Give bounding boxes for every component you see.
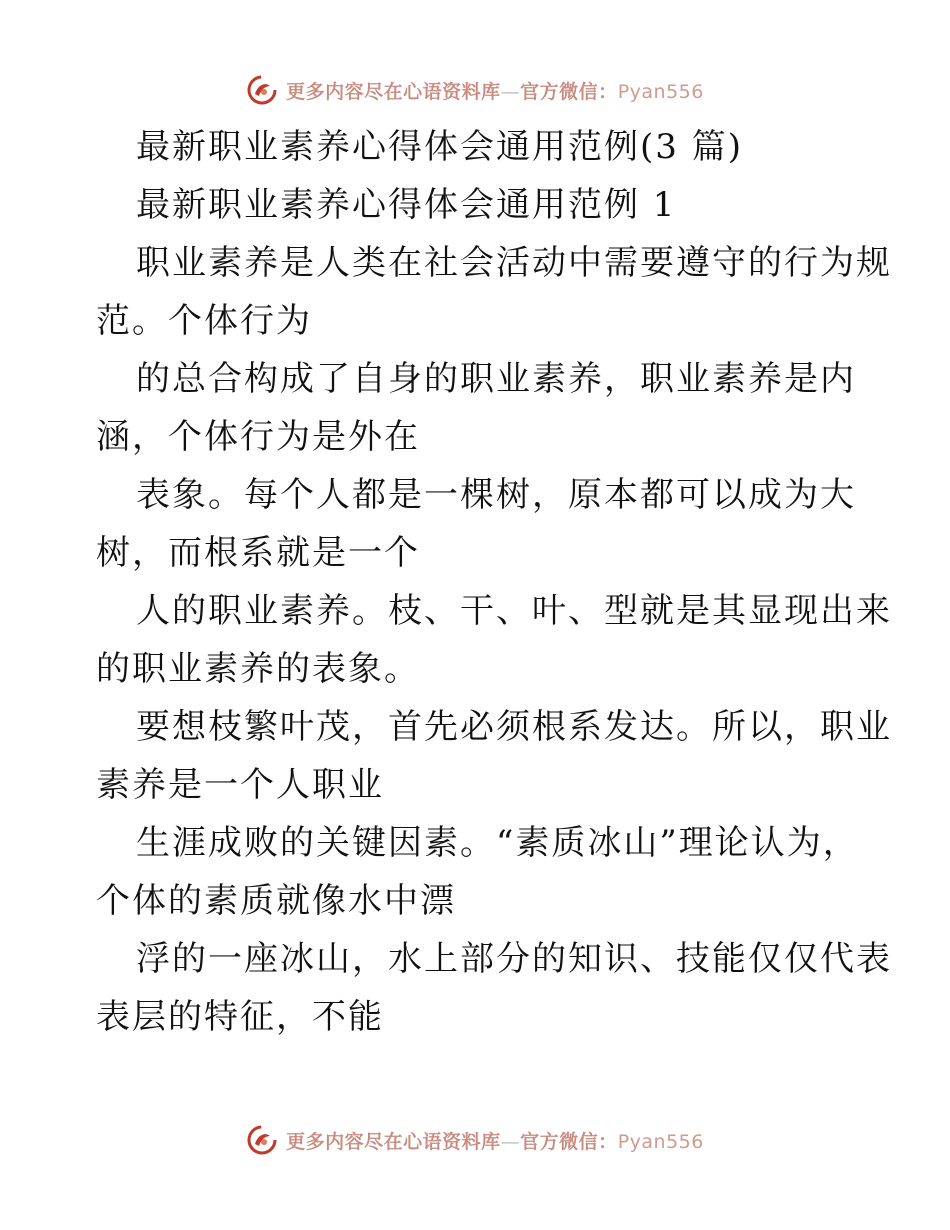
red-swirl-logo-icon — [246, 74, 278, 106]
watermark-site: 更多内容尽在心语资料库 — [286, 80, 501, 103]
text-line: 涵，个体行为是外在 — [96, 417, 420, 457]
footer-watermark — [0, 1120, 950, 1160]
watermark-text — [286, 77, 704, 104]
text-line: 树，而根系就是一个 — [96, 533, 420, 573]
watermark-wechat-id: Pyan556 — [617, 1130, 704, 1153]
text-line: 素养是一个人职业 — [96, 765, 384, 805]
text-line: 表象。每个人都是一棵树，原本都可以成为大 — [136, 475, 856, 515]
text-line: 表层的特征，不能 — [96, 997, 384, 1037]
text-line: 人的职业素养。枝、干、叶、型就是其显现出来 — [136, 591, 892, 631]
text-line: 的职业素养的表象。 — [96, 649, 420, 689]
text-line: 最新职业素养心得体会通用范例(3 篇) — [136, 127, 743, 167]
red-swirl-logo-icon — [246, 1124, 278, 1156]
text-line: 范。个体行为 — [96, 301, 312, 341]
text-line: 要想枝繁叶茂，首先必须根系发达。所以，职业 — [136, 707, 892, 747]
text-line: 职业素养是人类在社会活动中需要遵守的行为规 — [136, 243, 892, 283]
watermark-wechat-label: 官方微信： — [520, 1130, 618, 1153]
watermark-site: 更多内容尽在心语资料库 — [286, 1130, 501, 1153]
document-body — [96, 118, 892, 1046]
header-watermark — [0, 70, 950, 110]
text-line: 浮的一座冰山，水上部分的知识、技能仅仅代表 — [136, 939, 892, 979]
watermark-separator: — — [500, 80, 521, 103]
watermark-wechat-label: 官方微信： — [520, 80, 618, 103]
text-line: 生涯成败的关键因素。“素质冰山”理论认为， — [136, 823, 859, 863]
watermark-wechat-id: Pyan556 — [617, 80, 704, 103]
watermark-separator: — — [500, 1130, 521, 1153]
watermark-text — [286, 1127, 704, 1154]
text-line: 的总合构成了自身的职业素养，职业素养是内 — [136, 359, 856, 399]
text-line: 个体的素质就像水中漂 — [96, 881, 456, 921]
text-line: 最新职业素养心得体会通用范例 1 — [136, 185, 677, 225]
